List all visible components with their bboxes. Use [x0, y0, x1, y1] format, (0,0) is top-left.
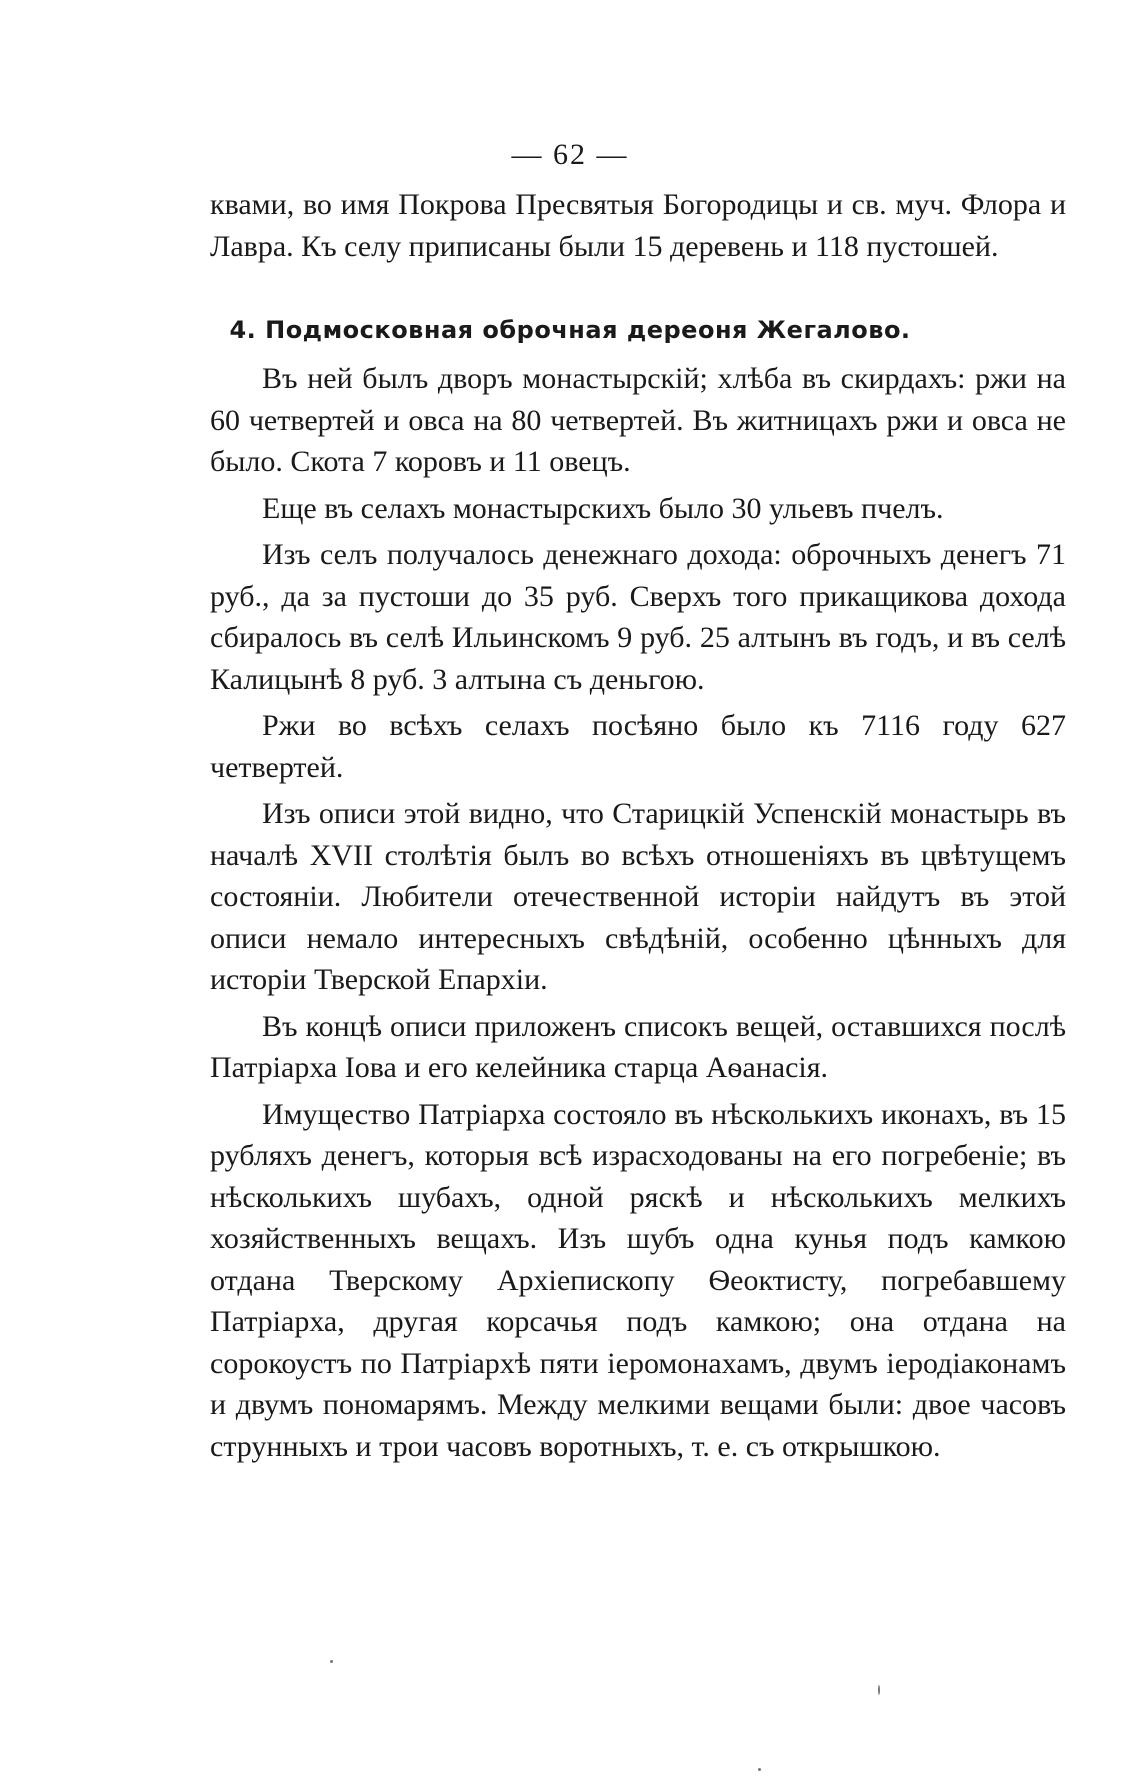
- intro-paragraph: квами, во имя Покрова Пресвятыя Богородицы и св. муч. Флора и Лавра. Къ селу приписаны были 15 деревень и 118 пустошей.: [210, 188, 1066, 263]
- intro-text: [210, 184, 1066, 272]
- paragraph-farm-stock: Въ ней былъ дворъ монастырскій; хлѣба въ скирдахъ: ржи на 60 четвертей и овса на 80 четвертей. Въ житницахъ ржи и овса не было. Скота 7 коровъ и 11 овецъ.: [210, 362, 1066, 478]
- paper-speck: [758, 1768, 761, 1771]
- paragraph-inventory-summary: Изъ описи этой видно, что Старицкій Успенскій монастырь въ началѣ XVII столѣтія былъ во всѣхъ отношеніяхъ въ цвѣтущемъ состояніи. Любители отечественной исторіи найдутъ въ этой описи немало интересныхъ свѣдѣній, особенно цѣнныхъ для исторіи Тверской Епархіи.: [210, 797, 1066, 996]
- paragraph-beehives: Еще въ селахъ монастырскихъ было 30 ульевъ пчелъ.: [262, 491, 944, 525]
- paragraph-patriarch-list: Въ концѣ описи приложенъ списокъ вещей, оставшихся послѣ Патріарха Іова и его келейника старца Аѳанасія.: [210, 1009, 1066, 1084]
- paper-speck: [330, 1660, 333, 1663]
- page-number: — 62 —: [511, 138, 629, 171]
- paragraph-income: Изъ селъ получалось денежнаго дохода: оброчныхъ денегъ 71 руб., да за пустоши до 35 руб. Сверхъ того прикащикова дохода сбиралось въ селѣ Ильинскомъ 9 руб. 25 алтынъ въ годъ, и въ селѣ Калицынѣ 8 руб. 3 алтына съ деньгою.: [210, 538, 1066, 696]
- paragraph-rye-sown: Ржи во всѣхъ селахъ посѣяно было къ 7116 году 627 четвертей.: [210, 709, 1066, 784]
- paper-speck: [878, 1685, 880, 1695]
- body-text: [210, 358, 1066, 1472]
- section-heading: 4. Подмосковная оброчная дереоня Жегалово.: [229, 316, 911, 344]
- paragraph-patriarch-property: Имущество Патріарха состояло въ нѣсколькихъ иконахъ, въ 15 рубляхъ денегъ, которыя всѣ израсходованы на его погребеніе; въ нѣсколькихъ шубахъ, одной ряскѣ и нѣсколькихъ мелкихъ хозяйственныхъ вещахъ. Изъ шубъ одна кунья подъ камкою отдана Тверскому Архіепископу Ѳеоктисту, погребавшему Патріарха, другая корсачья подъ камкою; она отдана на сорокоустъ по Патріархѣ пяти іеромонахамъ, двумъ іеродіаконамъ и двумъ пономарямъ. Между мелкими вещами были: двое часовъ струнныхъ и трои часовъ воротныхъ, т. е. съ открышкою.: [210, 1097, 1066, 1463]
